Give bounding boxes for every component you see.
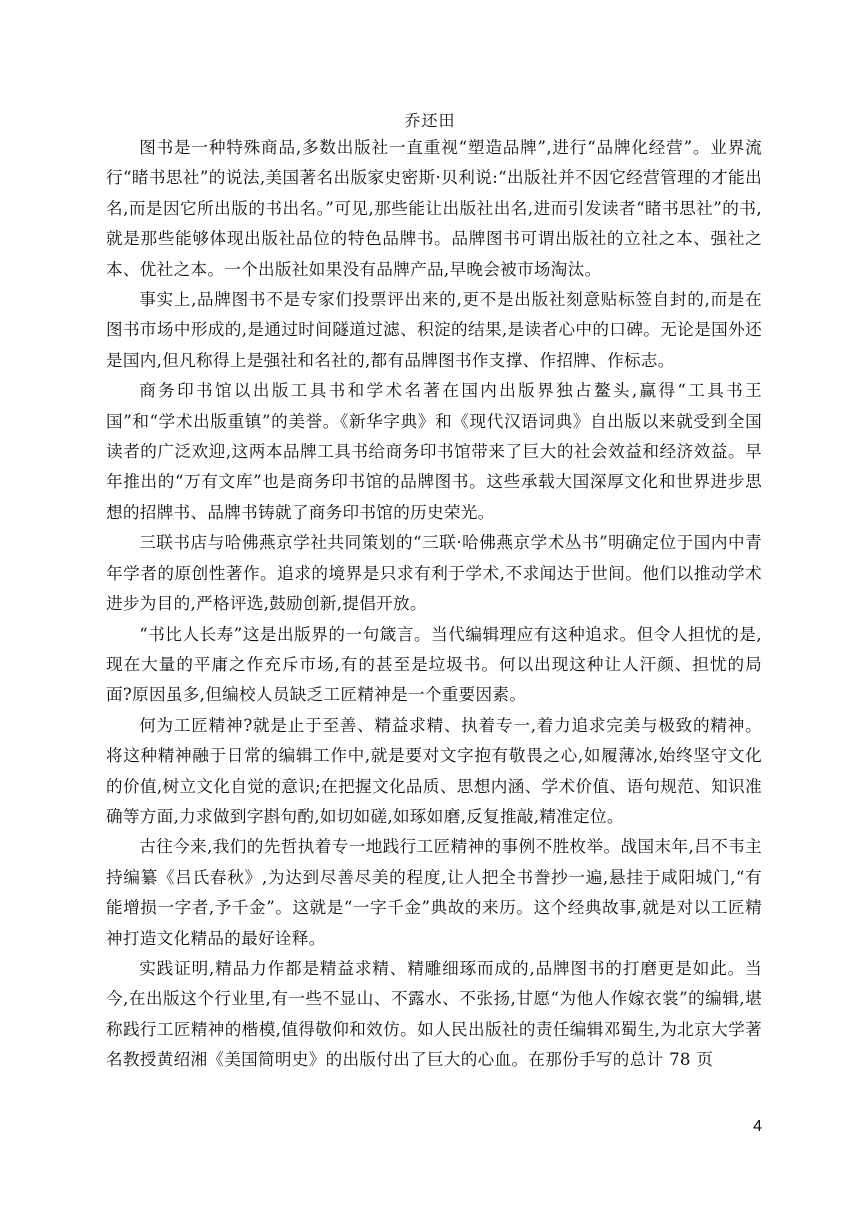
paragraph: 事实上,品牌图书不是专家们投票评出来的,更不是出版社刻意贴标签自封的,而是在图书市场中形成的,是通过时间隧道过滤、积淀的结果,是读者心中的口碑。无论是国外还是国内,但凡称得上是强社和名社的,都有品牌图书作支撑、作招牌、作标志。 bbox=[106, 290, 762, 370]
paragraph: 何为工匠精神?就是止于至善、精益求精、执着专一,着力追求完美与极致的精神。将这种精神融于日常的编辑工作中,就是要对文字抱有敬畏之心,如履薄冰,始终坚守文化的价值,树立文化自觉的意识;在把握文化品质、思想内涵、学术价值、语句规范、知识准确等方面,力求做到字斟句酌,如切如磋,如琢如磨,反复推敲,精准定位。 bbox=[106, 715, 762, 826]
paragraph: 图书是一种特殊商品,多数出版社一直重视“塑造品牌”,进行“品牌化经营”。业界流行“睹书思社”的说法,美国著名出版家史密斯·贝利说:“出版社并不因它经营管理的才能出名,而是因它所出版的书出名。”可见,那些能让出版社出名,进而引发读者“睹书思社”的书,就是那些能够体现出版社品位的特色品牌书。品牌图书可谓出版社的立社之本、强社之本、优社之本。一个出版社如果没有品牌产品,早晚会被市场淘汰。 bbox=[106, 138, 762, 279]
article-body bbox=[106, 133, 762, 1076]
page-number: 4 bbox=[753, 1118, 762, 1135]
paragraph: 商务印书馆以出版工具书和学术名著在国内出版界独占鳌头,赢得“工具书王国”和“学术出版重镇”的美誉。《新华字典》和《现代汉语词典》自出版以来就受到全国读者的广泛欢迎,这两本品牌工具书给商务印书馆带来了巨大的社会效益和经济效益。早年推出的“万有文库”也是商务印书馆的品牌图书。这些承载大国深厚文化和世界进步思想的招牌书、品牌书铸就了商务印书馆的历史荣光。 bbox=[106, 381, 762, 522]
paragraph: 实践证明,精品力作都是精益求精、精雕细琢而成的,品牌图书的打磨更是如此。当今,在出版这个行业里,有一些不显山、不露水、不张扬,甘愿“为他人作嫁衣裳”的编辑,堪称践行工匠精神的楷模,值得敬仰和效仿。如人民出版社的责任编辑邓蜀生,为北京大学著名教授黄绍湘《美国简明史》的出版付出了巨大的心血。在那份手写的总计 78 页 bbox=[106, 958, 762, 1070]
paragraph: 三联书店与哈佛燕京学社共同策划的“三联·哈佛燕京学术丛书”明确定位于国内中青年学者的原创性著作。追求的境界是只求有利于学术,不求闻达于世间。他们以推动学术进步为目的,严格评选,鼓励创新,提倡开放。 bbox=[106, 533, 762, 614]
paragraph: “书比人长寿”这是出版界的一句箴言。当代编辑理应有这种追求。但令人担忧的是,现在大量的平庸之作充斥市场,有的甚至是垃圾书。何以出现这种让人汗颜、担忧的局面?原因虽多,但编校人员缺乏工匠精神是一个重要因素。 bbox=[106, 624, 762, 705]
author-name: 乔还田 bbox=[404, 111, 456, 130]
paragraph: 古往今来,我们的先哲执着专一地践行工匠精神的事例不胜枚举。战国末年,吕不韦主持编纂《吕氏春秋》,为达到尽善尽美的程度,让人把全书誊抄一遍,悬挂于咸阳城门,“有能增损一字者,予千金”。这就是“一字千金”典故的来历。这个经典故事,就是对以工匠精神打造文化精品的最好诠释。 bbox=[106, 837, 762, 948]
